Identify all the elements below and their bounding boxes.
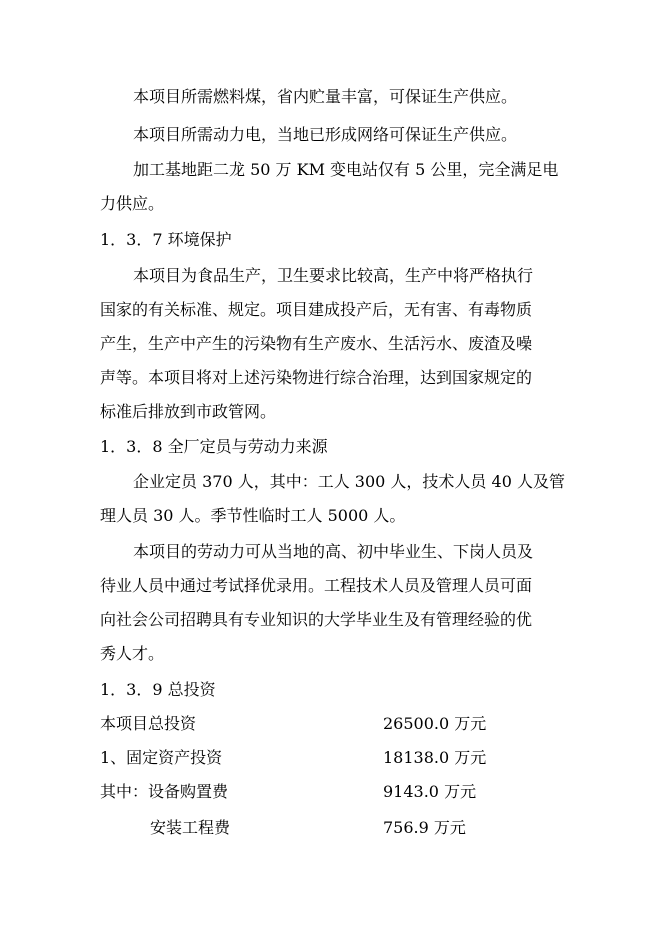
paragraph-power: 本项目所需动力电，当地已形成网络可保证生产供应。 <box>133 125 518 144</box>
staffing-line-1: 企业定员 370 人，其中：工人 300 人，技术人员 40 人及管 <box>133 472 565 491</box>
heading-investment: 1．3．9 总投资 <box>100 680 216 699</box>
environment-line-5: 标准后排放到市政管网。 <box>100 402 277 421</box>
environment-line-3: 产生，生产中产生的污染物有生产废水、生活污水、废渣及噪 <box>100 334 533 353</box>
labor-line-3: 向社会公司招聘具有专业知识的大学毕业生及有管理经验的优 <box>100 610 533 629</box>
paragraph-base-line-2: 力供应。 <box>100 194 165 213</box>
labor-line-4: 秀人才。 <box>100 644 165 663</box>
heading-staffing: 1．3．8 全厂定员与劳动力来源 <box>100 437 328 456</box>
investment-total-value: 26500.0 万元 <box>383 714 487 733</box>
environment-line-1: 本项目为食品生产，卫生要求比较高，生产中将严格执行 <box>133 266 534 285</box>
investment-installation-value: 756.9 万元 <box>383 818 466 837</box>
environment-line-4: 声等。本项目将对上述污染物进行综合治理，达到国家规定的 <box>100 368 533 387</box>
staffing-line-2: 理人员 30 人。季节性临时工人 5000 人。 <box>100 506 406 525</box>
investment-installation-label: 安装工程费 <box>150 818 231 837</box>
labor-line-2: 待业人员中通过考试择优录用。工程技术人员及管理人员可面 <box>100 576 533 595</box>
investment-fixed-assets-value: 18138.0 万元 <box>383 748 487 767</box>
environment-line-2: 国家的有关标准、规定。项目建成投产后，无有害、有毒物质 <box>100 300 533 319</box>
labor-line-1: 本项目的劳动力可从当地的高、初中毕业生、下岗人员及 <box>133 542 534 561</box>
paragraph-fuel-coal: 本项目所需燃料煤，省内贮量丰富，可保证生产供应。 <box>133 87 518 106</box>
investment-equipment-label: 其中：设备购置费 <box>100 782 229 801</box>
investment-total-label: 本项目总投资 <box>100 714 197 733</box>
heading-environment: 1．3．7 环境保护 <box>100 230 232 249</box>
paragraph-base-line-1: 加工基地距二龙 50 万 KM 变电站仅有 5 公里，完全满足电 <box>133 160 559 179</box>
investment-fixed-assets-label: 1、固定资产投资 <box>100 748 223 767</box>
investment-equipment-value: 9143.0 万元 <box>383 782 477 801</box>
